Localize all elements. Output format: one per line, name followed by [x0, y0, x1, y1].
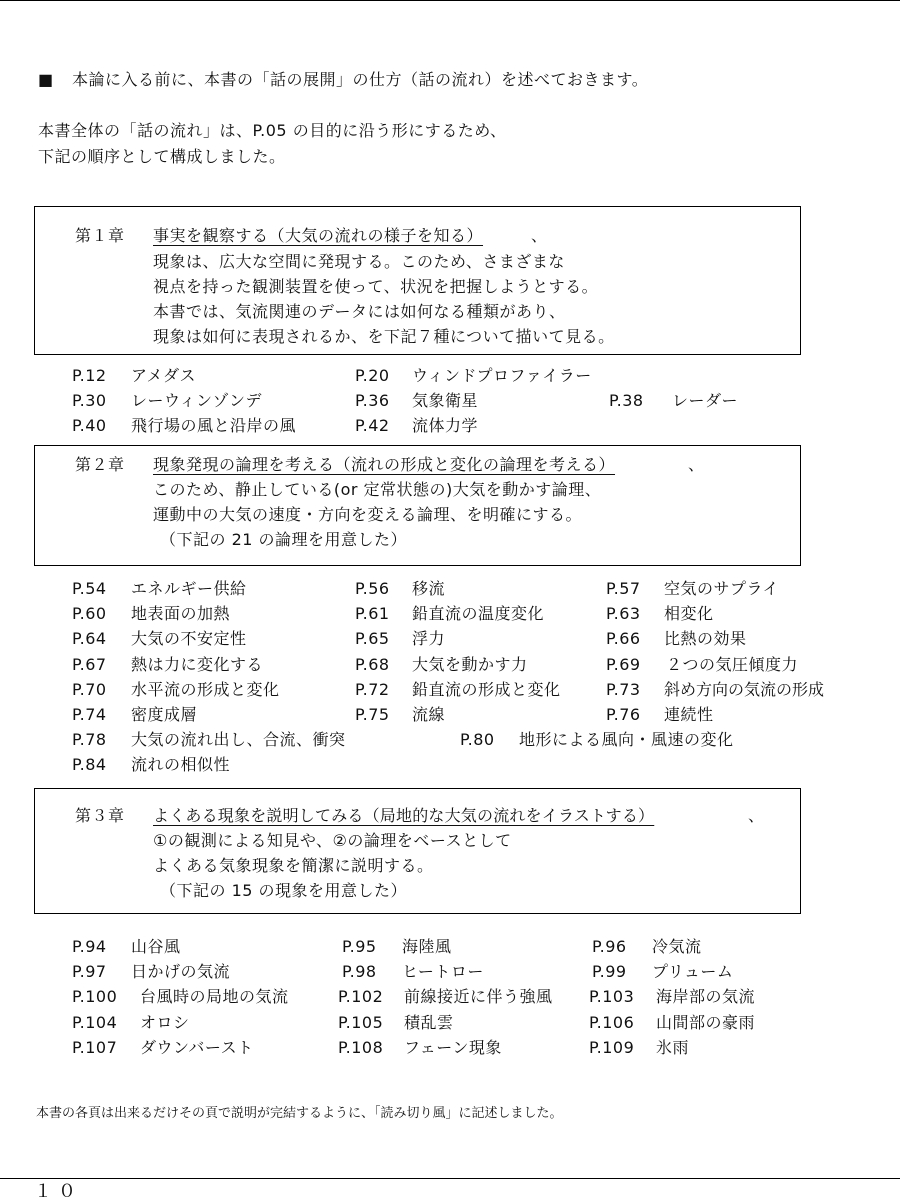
chapter2-item-page: P.75	[355, 705, 390, 724]
chapter1-item-page: P.30	[72, 391, 107, 410]
chapter3-item-title: フェーン現象	[404, 1038, 502, 1057]
chapter3-item-title: オロシ	[140, 1013, 190, 1032]
chapter1-line: 視点を持った観測装置を使って、状況を把握しようとする。	[153, 277, 599, 296]
chapter3-item-title: 海陸風	[402, 937, 452, 956]
chapter2-item-title: 鉛直流の温度変化	[412, 604, 545, 623]
chapter3-item-title: 山谷風	[131, 937, 181, 956]
chapter3-title-comma: 、	[748, 806, 765, 825]
chapter2-label: 第２章	[75, 455, 125, 474]
chapter1-item-page: P.38	[609, 391, 644, 410]
chapter2-item-title: 移流	[412, 579, 446, 598]
chapter3-line: （下記の 15 の現象を用意した）	[160, 881, 408, 900]
page-number: １０	[34, 1181, 82, 1202]
chapter3-item-page: P.104	[72, 1013, 118, 1032]
intro-heading: 本論に入る前に、本書の「話の展開」の仕方（話の流れ）を述べておきます。	[72, 70, 649, 89]
chapter2-item-title: 大気の不安定性	[131, 629, 247, 648]
chapter2-item-title: 斜め方向の気流の形成	[664, 680, 825, 699]
chapter3-item-title: 前線接近に伴う強風	[404, 987, 553, 1006]
chapter2-line: 運動中の大気の速度・方向を変える論理、を明確にする。	[153, 505, 583, 524]
chapter2-item-title: 水平流の形成と変化	[131, 680, 280, 699]
chapter3-item-page: P.95	[342, 937, 377, 956]
chapter3-item-page: P.96	[592, 937, 627, 956]
chapter2-line: （下記の 21 の論理を用意した）	[160, 530, 408, 549]
chapter2-item-title: 密度成層	[131, 705, 198, 724]
chapter1-item-title: 気象衛星	[412, 391, 479, 410]
chapter2-item-page: P.80	[460, 730, 495, 749]
chapter1-item-title: ウィンドプロファイラー	[412, 366, 592, 385]
chapter2-line: このため、静止している(or 定常状態の)大気を動かす論理、	[153, 480, 602, 499]
chapter1-item-page: P.36	[355, 391, 390, 410]
chapter3-item-page: P.105	[338, 1013, 384, 1032]
chapter2-item-title: 浮力	[412, 629, 446, 648]
chapter2-item-page: P.78	[72, 730, 107, 749]
chapter2-item-title: 熱は力に変化する	[131, 655, 264, 674]
footnote: 本書の各頁は出来るだけその頁で説明が完結するように、「読み切り風」に記述しました。	[36, 1106, 563, 1121]
chapter2-item-title: 比熱の効果	[664, 629, 747, 648]
chapter2-item-page: P.74	[72, 705, 107, 724]
chapter1-title-comma: 、	[531, 226, 548, 245]
chapter1-title: 事実を観察する（大気の流れの様子を知る）	[153, 226, 484, 245]
chapter1-item-page: P.12	[72, 366, 107, 385]
chapter2-item-title: 大気の流れ出し、合流、衝突	[131, 730, 346, 749]
chapter3-item-title: 冷気流	[652, 937, 702, 956]
chapter3-item-title: ダウンバースト	[140, 1038, 254, 1057]
chapter3-item-page: P.97	[72, 962, 107, 981]
chapter3-item-title: 日かげの気流	[131, 962, 231, 981]
intro-paragraph-line1: 本書全体の「話の流れ」は、P.05 の目的に沿う形にするため、	[38, 121, 507, 140]
chapter1-item-title: 流体力学	[412, 416, 479, 435]
chapter3-item-page: P.102	[338, 987, 384, 1006]
bullet-icon: ■	[38, 70, 54, 89]
chapter2-item-page: P.63	[606, 604, 641, 623]
chapter1-line: 現象は、広大な空間に発現する。このため、さまざまな	[153, 252, 565, 271]
intro-paragraph-line2: 下記の順序として構成しました。	[38, 147, 286, 166]
chapter3-item-page: P.107	[72, 1038, 118, 1057]
chapter2-item-title: 大気を動かす力	[412, 655, 528, 674]
chapter2-item-page: P.69	[606, 655, 641, 674]
chapter2-item-page: P.67	[72, 655, 107, 674]
chapter2-item-page: P.68	[355, 655, 390, 674]
chapter2-item-page: P.64	[72, 629, 107, 648]
chapter2-item-title: 相変化	[664, 604, 714, 623]
chapter2-item-page: P.84	[72, 755, 107, 774]
chapter2-item-title: エネルギー供給	[131, 579, 247, 598]
chapter2-item-page: P.70	[72, 680, 107, 699]
chapter1-item-title: レーダー	[672, 391, 739, 410]
chapter3-item-page: P.98	[342, 962, 377, 981]
chapter2-item-page: P.76	[606, 705, 641, 724]
chapter3-item-page: P.94	[72, 937, 107, 956]
chapter3-label: 第３章	[75, 806, 125, 825]
chapter2-item-page: P.73	[606, 680, 641, 699]
chapter2-item-page: P.57	[606, 579, 641, 598]
chapter3-title: よくある現象を説明してみる（局地的な大気の流れをイラストする）	[153, 806, 655, 825]
chapter3-item-title: 海岸部の気流	[656, 987, 756, 1006]
chapter3-item-page: P.100	[72, 987, 118, 1006]
chapter2-item-page: P.56	[355, 579, 390, 598]
chapter3-item-page: P.108	[338, 1038, 384, 1057]
chapter2-item-page: P.65	[355, 629, 390, 648]
chapter3-item-title: ヒートロー	[402, 962, 484, 981]
chapter2-title-comma: 、	[688, 455, 705, 474]
chapter2-item-page: P.61	[355, 604, 390, 623]
chapter1-line: 現象は如何に表現されるか、を下記７種について描いて見る。	[153, 327, 615, 346]
chapter3-item-title: プリューム	[652, 962, 734, 981]
chapter1-item-title: アメダス	[131, 366, 197, 385]
chapter1-item-title: 飛行場の風と沿岸の風	[131, 416, 297, 435]
chapter3-item-page: P.106	[589, 1013, 635, 1032]
top-rule	[0, 0, 900, 1]
chapter2-item-title: 流線	[412, 705, 446, 724]
chapter3-item-page: P.109	[589, 1038, 635, 1057]
chapter2-item-title: 流れの相似性	[131, 755, 231, 774]
chapter3-line: よくある気象現象を簡潔に説明する。	[153, 856, 434, 875]
chapter1-item-page: P.42	[355, 416, 390, 435]
chapter2-item-title: 鉛直流の形成と変化	[412, 680, 561, 699]
chapter3-item-title: 台風時の局地の気流	[140, 987, 289, 1006]
chapter3-item-page: P.99	[592, 962, 627, 981]
bottom-rule	[0, 1178, 900, 1179]
chapter2-item-page: P.54	[72, 579, 107, 598]
chapter2-item-title: 地表面の加熱	[131, 604, 231, 623]
chapter2-item-title: 空気のサプライ	[664, 579, 780, 598]
chapter3-item-title: 山間部の豪雨	[656, 1013, 756, 1032]
chapter3-item-page: P.103	[589, 987, 635, 1006]
chapter2-item-title: ２つの気圧傾度力	[666, 655, 799, 674]
chapter2-title: 現象発現の論理を考える（流れの形成と変化の論理を考える）	[153, 455, 616, 474]
chapter1-item-page: P.20	[355, 366, 390, 385]
chapter3-item-title: 氷雨	[656, 1038, 690, 1057]
chapter1-label: 第１章	[75, 226, 125, 245]
chapter2-item-page: P.72	[355, 680, 390, 699]
chapter2-item-page: P.66	[606, 629, 641, 648]
chapter3-line: ①の観測による知見や、②の論理をベースとして	[153, 831, 512, 850]
chapter1-item-title: レーウィンゾンデ	[131, 391, 263, 410]
chapter3-item-title: 積乱雲	[404, 1013, 454, 1032]
chapter1-item-page: P.40	[72, 416, 107, 435]
chapter2-item-title: 連続性	[664, 705, 714, 724]
chapter2-item-page: P.60	[72, 604, 107, 623]
chapter1-line: 本書では、気流関連のデータには如何なる種類があり、	[153, 302, 566, 321]
chapter2-item-title: 地形による風向・風速の変化	[519, 730, 734, 749]
